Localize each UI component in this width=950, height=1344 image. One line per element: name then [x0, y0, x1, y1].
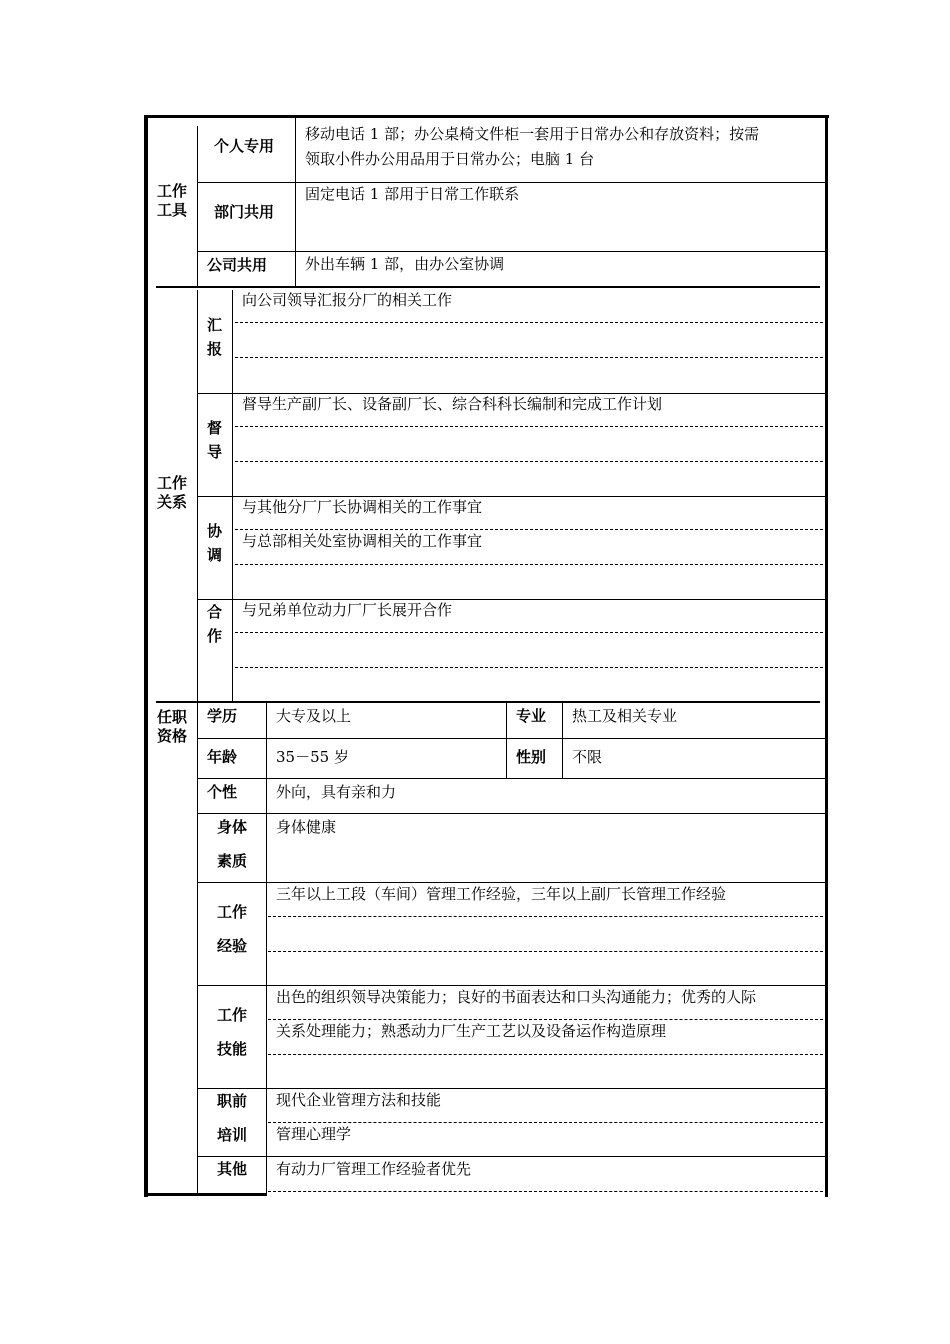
experience-dotted-line: [268, 951, 823, 952]
relation-dotted-line: [235, 426, 823, 427]
relation-dotted-line: [235, 529, 823, 530]
education-label: 学历: [207, 707, 238, 725]
tools-row-line: [197, 182, 825, 183]
qual-row-line: [197, 738, 825, 739]
skills-label: 技能: [217, 1040, 248, 1058]
experience-label: 工作: [217, 903, 248, 921]
qual-row-line: [197, 778, 825, 779]
table-top-border: [144, 115, 829, 118]
skills-value: 关系处理能力；熟悉动力厂生产工艺以及设备运作构造原理: [276, 1022, 667, 1040]
experience-value: 三年以上工段（车间）管理工作经验，三年以上副厂长管理工作经验: [276, 885, 727, 903]
relations-group-line: [197, 393, 825, 394]
training-value: 管理心理学: [276, 1125, 352, 1143]
skills-dotted-line: [268, 1054, 823, 1055]
relation-dotted-line: [235, 667, 823, 668]
skills-label: 工作: [217, 1006, 248, 1024]
health-value: 身体健康: [276, 818, 337, 836]
other-label: 其他: [217, 1160, 248, 1178]
qual-mid-divider: [506, 703, 507, 778]
relation-dotted-line: [235, 632, 823, 633]
qual-row-line: [197, 813, 825, 814]
major-value: 热工及相关专业: [572, 707, 678, 725]
table-right-border: [825, 115, 828, 1197]
major-label: 专业: [516, 707, 547, 725]
tools-row-text: 固定电话 1 部用于日常工作联系: [305, 185, 520, 203]
education-value: 大专及以上: [276, 707, 352, 725]
tools-inner-divider: [295, 118, 296, 286]
tools-row-label: 部门共用: [214, 203, 275, 221]
qualifications-section-label: 任职资格: [157, 708, 188, 745]
relations-group-line: [197, 599, 825, 600]
qual-row-line: [197, 1156, 825, 1157]
tools-section-label: 工作工具: [157, 182, 188, 219]
relation-text: 与总部相关处室协调相关的工作事宜: [242, 532, 483, 550]
qual-outer-divider: [197, 703, 198, 1196]
training-label: 培训: [217, 1126, 248, 1144]
relations-group-line: [197, 496, 825, 497]
table-left-border: [144, 115, 148, 1197]
relation-text: 与其他分厂厂长协调相关的工作事宜: [242, 498, 483, 516]
tools-row-label: 公司共用: [207, 256, 268, 274]
qual-label-divider: [266, 703, 267, 1196]
relation-dotted-line: [235, 564, 823, 565]
experience-dotted-line: [268, 916, 823, 917]
relation-label-supervise: 督导: [207, 419, 223, 461]
table-bottom-left-border: [148, 1193, 266, 1196]
experience-label: 经验: [217, 937, 248, 955]
age-label: 年龄: [207, 748, 238, 766]
tools-outer-divider: [197, 126, 198, 286]
training-label: 职前: [217, 1092, 248, 1110]
training-dotted-line: [268, 1122, 823, 1123]
qual-row-line: [197, 985, 825, 986]
relation-dotted-line: [235, 322, 823, 323]
tools-section-divider: [156, 286, 820, 288]
relation-label-coordinate: 协调: [207, 522, 223, 564]
relation-text: 向公司领导汇报分厂的相关工作: [242, 291, 453, 309]
tools-row-text: 领取小件办公用品用于日常办公；电脑 1 台: [305, 150, 595, 168]
tools-row-text: 外出车辆 1 部，由办公室协调: [305, 255, 505, 273]
gender-value: 不限: [572, 748, 603, 766]
tools-row-text: 移动电话 1 部；办公桌椅文件柜一套用于日常办公和存放资料；按需: [305, 125, 760, 143]
relation-dotted-line: [235, 461, 823, 462]
health-label: 素质: [217, 852, 248, 870]
relation-text: 督导生产副厂长、设备副厂长、综合科科长编制和完成工作计划: [242, 395, 663, 413]
gender-label: 性别: [516, 748, 547, 766]
health-label: 身体: [217, 818, 248, 836]
qual-mid-divider: [562, 703, 563, 778]
skills-value: 出色的组织领导决策能力；良好的书面表达和口头沟通能力；优秀的人际: [276, 988, 757, 1006]
personality-label: 个性: [207, 783, 238, 801]
other-value: 有动力厂管理工作经验者优先: [276, 1160, 472, 1178]
age-value: 35－55 岁: [276, 748, 349, 766]
relation-label-report: 汇报: [207, 316, 223, 358]
tools-row-line: [197, 251, 825, 252]
relation-dotted-line: [235, 357, 823, 358]
relation-text: 与兄弟单位动力厂厂长展开合作: [242, 601, 453, 619]
relations-section-label: 工作关系: [157, 474, 188, 511]
personality-value: 外向，具有亲和力: [276, 783, 397, 801]
qual-row-line: [197, 1088, 825, 1089]
tools-row-label: 个人专用: [214, 137, 275, 155]
relation-label-cooperate: 合作: [207, 603, 223, 645]
qual-row-line: [197, 882, 825, 883]
other-dotted-line: [268, 1191, 823, 1192]
skills-dotted-line: [268, 1019, 823, 1020]
relations-section-divider: [156, 701, 820, 703]
training-value: 现代企业管理方法和技能: [276, 1091, 442, 1109]
